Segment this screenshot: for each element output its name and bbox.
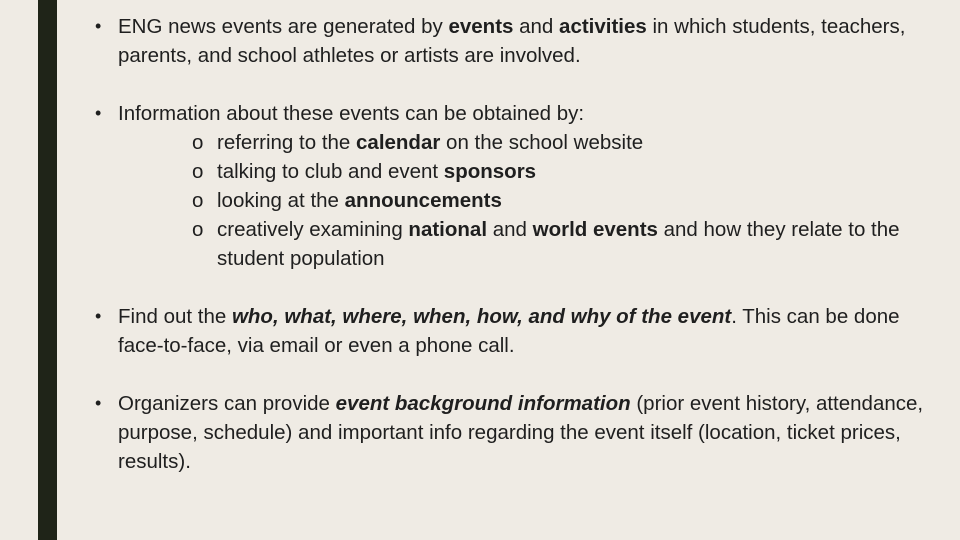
sub-item-national-world: o creatively examining national and world events and how they relate to the student population (118, 215, 945, 273)
information-sub-list (118, 128, 945, 273)
bullet-information-intro: • Information about these events can be obtained by: (118, 102, 585, 125)
keyword-events: events (448, 15, 514, 38)
side-accent-bar (38, 0, 57, 540)
bullet-five-ws: • Find out the who, what, where, when, how, and why of the event. This can be done face-to-face, via email or even a phone call. (95, 302, 945, 360)
sub-item-calendar: o referring to the calendar on the school website (118, 128, 945, 157)
bullet-organizers: • Organizers can provide event background information (prior event history, attendance, purpose, schedule) and important info regarding the event itself (location, ticket prices, results). (95, 389, 945, 476)
keyword-background-info: event background information (335, 392, 631, 415)
bullet-information (95, 99, 945, 273)
keyword-activities: activities (559, 15, 647, 38)
bullet-news-sources: • ENG news events are generated by events and activities in which students, teachers, parents, and school athletes or artists are involved. (95, 12, 945, 70)
sub-item-announcements: o looking at the announcements (118, 186, 945, 215)
keyword-five-ws: who, what, where, when, how, and why of the event (231, 305, 732, 328)
sub-item-sponsors: o talking to club and event sponsors (118, 157, 945, 186)
slide-content (95, 12, 945, 505)
